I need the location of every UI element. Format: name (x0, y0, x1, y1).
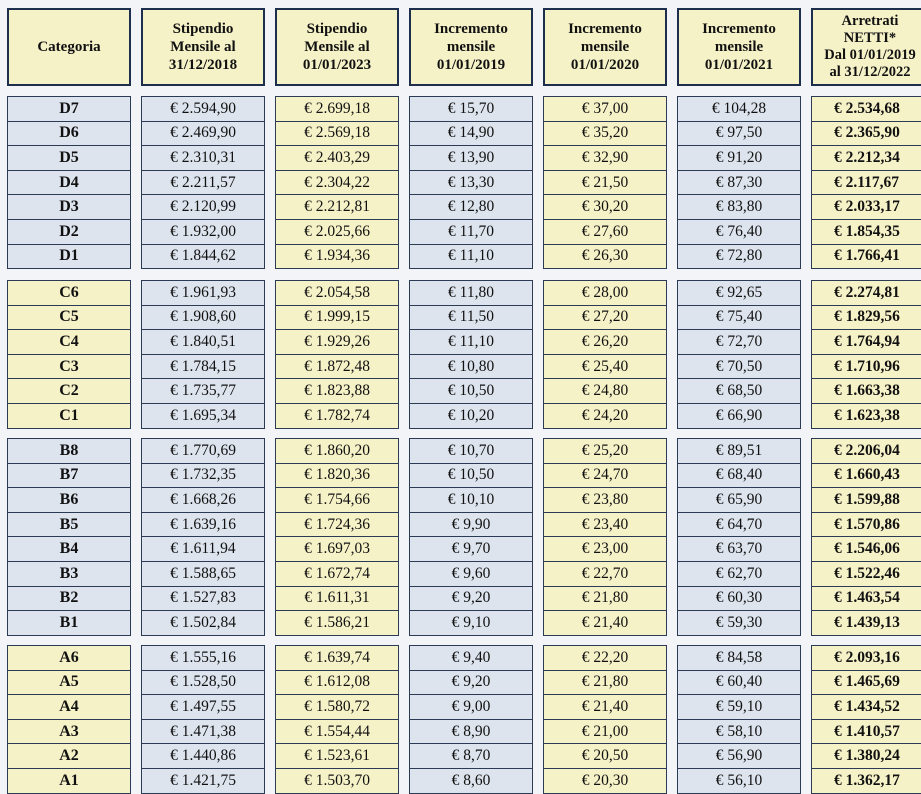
cell-incremento-2021: € 92,65 (677, 280, 801, 306)
cell-stipendio-2023: € 1.611,31 (275, 586, 399, 612)
cell-stipendio-2018: € 1.961,93 (141, 280, 265, 306)
cell-arretrati-netti: € 1.623,38 (811, 403, 921, 429)
cell-incremento-2020: € 25,20 (543, 438, 667, 464)
cell-categoria: C5 (7, 305, 131, 331)
cell-arretrati-netti: € 1.463,54 (811, 586, 921, 612)
cell-incremento-2019: € 8,60 (409, 768, 533, 794)
cell-stipendio-2023: € 1.999,15 (275, 305, 399, 331)
cell-arretrati-netti: € 2.093,16 (811, 645, 921, 671)
cell-stipendio-2023: € 1.554,44 (275, 719, 399, 745)
cell-arretrati-netti: € 1.663,38 (811, 378, 921, 404)
cell-stipendio-2018: € 1.528,50 (141, 670, 265, 696)
cell-incremento-2019: € 13,30 (409, 170, 533, 196)
cell-incremento-2021: € 59,30 (677, 610, 801, 636)
cell-incremento-2020: € 24,70 (543, 463, 667, 489)
cell-incremento-2021: € 84,58 (677, 645, 801, 671)
cell-incremento-2020: € 22,70 (543, 561, 667, 587)
cell-incremento-2019: € 9,00 (409, 694, 533, 720)
cell-categoria: D1 (7, 244, 131, 270)
cell-incremento-2021: € 56,10 (677, 768, 801, 794)
cell-incremento-2019: € 15,70 (409, 96, 533, 122)
cell-incremento-2019: € 11,50 (409, 305, 533, 331)
cell-categoria: C4 (7, 329, 131, 355)
cell-stipendio-2018: € 1.735,77 (141, 378, 265, 404)
cell-stipendio-2023: € 1.820,36 (275, 463, 399, 489)
cell-incremento-2020: € 21,50 (543, 170, 667, 196)
cell-incremento-2020: € 21,80 (543, 670, 667, 696)
cell-incremento-2020: € 25,40 (543, 354, 667, 380)
cell-incremento-2020: € 26,20 (543, 329, 667, 355)
cell-categoria: B5 (7, 512, 131, 538)
cell-arretrati-netti: € 1.660,43 (811, 463, 921, 489)
cell-incremento-2021: € 83,80 (677, 194, 801, 220)
cell-arretrati-netti: € 1.465,69 (811, 670, 921, 696)
cell-categoria: B3 (7, 561, 131, 587)
cell-incremento-2021: € 60,40 (677, 670, 801, 696)
cell-arretrati-netti: € 1.829,56 (811, 305, 921, 331)
cell-incremento-2019: € 9,90 (409, 512, 533, 538)
cell-categoria: B8 (7, 438, 131, 464)
cell-stipendio-2018: € 1.497,55 (141, 694, 265, 720)
cell-incremento-2019: € 9,20 (409, 586, 533, 612)
cell-stipendio-2018: € 2.211,57 (141, 170, 265, 196)
cell-incremento-2019: € 10,80 (409, 354, 533, 380)
cell-incremento-2019: € 11,10 (409, 329, 533, 355)
cell-stipendio-2023: € 1.523,61 (275, 743, 399, 769)
cell-stipendio-2023: € 1.612,08 (275, 670, 399, 696)
cell-stipendio-2018: € 2.120,99 (141, 194, 265, 220)
cell-categoria: D4 (7, 170, 131, 196)
cell-incremento-2019: € 9,20 (409, 670, 533, 696)
cell-incremento-2019: € 10,50 (409, 463, 533, 489)
cell-arretrati-netti: € 1.439,13 (811, 610, 921, 636)
cell-stipendio-2023: € 2.025,66 (275, 219, 399, 245)
cell-categoria: C2 (7, 378, 131, 404)
cell-arretrati-netti: € 1.599,88 (811, 487, 921, 513)
cell-incremento-2021: € 60,30 (677, 586, 801, 612)
cell-arretrati-netti: € 1.362,17 (811, 768, 921, 794)
cell-incremento-2021: € 66,90 (677, 403, 801, 429)
cell-arretrati-netti: € 2.212,34 (811, 145, 921, 171)
cell-incremento-2020: € 21,40 (543, 694, 667, 720)
cell-stipendio-2023: € 2.054,58 (275, 280, 399, 306)
cell-stipendio-2023: € 1.823,88 (275, 378, 399, 404)
cell-arretrati-netti: € 1.546,06 (811, 536, 921, 562)
cell-incremento-2021: € 65,90 (677, 487, 801, 513)
cell-stipendio-2023: € 1.697,03 (275, 536, 399, 562)
cell-stipendio-2023: € 1.503,70 (275, 768, 399, 794)
header-incremento-2021: Incremento mensile 01/01/2021 (677, 8, 801, 86)
cell-categoria: A5 (7, 670, 131, 696)
cell-incremento-2019: € 9,10 (409, 610, 533, 636)
cell-stipendio-2023: € 1.934,36 (275, 244, 399, 270)
cell-incremento-2021: € 64,70 (677, 512, 801, 538)
cell-incremento-2019: € 8,70 (409, 743, 533, 769)
cell-incremento-2019: € 9,40 (409, 645, 533, 671)
cell-incremento-2020: € 21,00 (543, 719, 667, 745)
cell-incremento-2021: € 104,28 (677, 96, 801, 122)
cell-stipendio-2018: € 1.908,60 (141, 305, 265, 331)
cell-categoria: C3 (7, 354, 131, 380)
cell-categoria: D7 (7, 96, 131, 122)
cell-stipendio-2023: € 1.929,26 (275, 329, 399, 355)
cell-categoria: A3 (7, 719, 131, 745)
cell-arretrati-netti: € 2.206,04 (811, 438, 921, 464)
cell-stipendio-2018: € 1.770,69 (141, 438, 265, 464)
cell-incremento-2020: € 23,00 (543, 536, 667, 562)
cell-arretrati-netti: € 1.854,35 (811, 219, 921, 245)
cell-stipendio-2018: € 1.932,00 (141, 219, 265, 245)
cell-categoria: B1 (7, 610, 131, 636)
cell-incremento-2020: € 21,80 (543, 586, 667, 612)
cell-incremento-2021: € 68,40 (677, 463, 801, 489)
cell-incremento-2020: € 24,20 (543, 403, 667, 429)
cell-stipendio-2018: € 1.588,65 (141, 561, 265, 587)
cell-stipendio-2018: € 1.421,75 (141, 768, 265, 794)
cell-categoria: C6 (7, 280, 131, 306)
cell-incremento-2020: € 30,20 (543, 194, 667, 220)
cell-categoria: B7 (7, 463, 131, 489)
header-incremento-2019: Incremento mensile 01/01/2019 (409, 8, 533, 86)
cell-incremento-2021: € 59,10 (677, 694, 801, 720)
header-stipendio-2018: Stipendio Mensile al 31/12/2018 (141, 8, 265, 86)
cell-arretrati-netti: € 1.434,52 (811, 694, 921, 720)
cell-incremento-2019: € 13,90 (409, 145, 533, 171)
cell-stipendio-2023: € 1.754,66 (275, 487, 399, 513)
cell-incremento-2021: € 91,20 (677, 145, 801, 171)
cell-incremento-2020: € 20,50 (543, 743, 667, 769)
cell-incremento-2019: € 10,70 (409, 438, 533, 464)
cell-incremento-2021: € 72,70 (677, 329, 801, 355)
cell-stipendio-2018: € 1.611,94 (141, 536, 265, 562)
cell-categoria: A6 (7, 645, 131, 671)
cell-incremento-2021: € 76,40 (677, 219, 801, 245)
cell-categoria: D5 (7, 145, 131, 171)
cell-arretrati-netti: € 2.534,68 (811, 96, 921, 122)
cell-arretrati-netti: € 1.764,94 (811, 329, 921, 355)
cell-stipendio-2023: € 2.699,18 (275, 96, 399, 122)
cell-categoria: C1 (7, 403, 131, 429)
cell-incremento-2021: € 97,50 (677, 121, 801, 147)
cell-incremento-2020: € 27,60 (543, 219, 667, 245)
cell-incremento-2021: € 72,80 (677, 244, 801, 270)
cell-stipendio-2023: € 1.639,74 (275, 645, 399, 671)
cell-arretrati-netti: € 1.522,46 (811, 561, 921, 587)
cell-stipendio-2023: € 1.580,72 (275, 694, 399, 720)
cell-incremento-2020: € 23,80 (543, 487, 667, 513)
cell-incremento-2020: € 37,00 (543, 96, 667, 122)
cell-stipendio-2018: € 2.310,31 (141, 145, 265, 171)
cell-arretrati-netti: € 2.117,67 (811, 170, 921, 196)
cell-incremento-2021: € 63,70 (677, 536, 801, 562)
cell-incremento-2019: € 8,90 (409, 719, 533, 745)
cell-incremento-2020: € 26,30 (543, 244, 667, 270)
cell-incremento-2021: € 62,70 (677, 561, 801, 587)
cell-stipendio-2023: € 1.586,21 (275, 610, 399, 636)
cell-arretrati-netti: € 1.710,96 (811, 354, 921, 380)
cell-arretrati-netti: € 1.570,86 (811, 512, 921, 538)
cell-incremento-2021: € 75,40 (677, 305, 801, 331)
cell-stipendio-2018: € 1.732,35 (141, 463, 265, 489)
cell-incremento-2019: € 10,50 (409, 378, 533, 404)
cell-stipendio-2018: € 1.440,86 (141, 743, 265, 769)
cell-categoria: B6 (7, 487, 131, 513)
cell-stipendio-2018: € 1.840,51 (141, 329, 265, 355)
header-incremento-2020: Incremento mensile 01/01/2020 (543, 8, 667, 86)
cell-incremento-2020: € 21,40 (543, 610, 667, 636)
cell-stipendio-2018: € 1.639,16 (141, 512, 265, 538)
cell-stipendio-2023: € 2.212,81 (275, 194, 399, 220)
cell-incremento-2021: € 68,50 (677, 378, 801, 404)
cell-incremento-2019: € 9,70 (409, 536, 533, 562)
cell-categoria: D3 (7, 194, 131, 220)
cell-categoria: D2 (7, 219, 131, 245)
cell-stipendio-2018: € 1.695,34 (141, 403, 265, 429)
cell-incremento-2019: € 12,80 (409, 194, 533, 220)
cell-incremento-2021: € 87,30 (677, 170, 801, 196)
cell-stipendio-2023: € 1.860,20 (275, 438, 399, 464)
cell-incremento-2019: € 11,80 (409, 280, 533, 306)
cell-categoria: A2 (7, 743, 131, 769)
cell-stipendio-2023: € 2.569,18 (275, 121, 399, 147)
cell-stipendio-2018: € 1.784,15 (141, 354, 265, 380)
cell-stipendio-2018: € 1.844,62 (141, 244, 265, 270)
cell-stipendio-2023: € 1.872,48 (275, 354, 399, 380)
cell-incremento-2020: € 28,00 (543, 280, 667, 306)
cell-arretrati-netti: € 1.410,57 (811, 719, 921, 745)
cell-categoria: B4 (7, 536, 131, 562)
cell-stipendio-2023: € 1.672,74 (275, 561, 399, 587)
cell-incremento-2019: € 10,20 (409, 403, 533, 429)
cell-incremento-2021: € 89,51 (677, 438, 801, 464)
cell-incremento-2020: € 35,20 (543, 121, 667, 147)
cell-stipendio-2023: € 1.724,36 (275, 512, 399, 538)
cell-stipendio-2023: € 1.782,74 (275, 403, 399, 429)
cell-arretrati-netti: € 2.033,17 (811, 194, 921, 220)
cell-stipendio-2018: € 2.594,90 (141, 96, 265, 122)
cell-categoria: B2 (7, 586, 131, 612)
cell-arretrati-netti: € 2.274,81 (811, 280, 921, 306)
cell-incremento-2019: € 11,10 (409, 244, 533, 270)
cell-incremento-2021: € 58,10 (677, 719, 801, 745)
cell-categoria: A4 (7, 694, 131, 720)
cell-incremento-2019: € 10,10 (409, 487, 533, 513)
cell-stipendio-2018: € 1.555,16 (141, 645, 265, 671)
cell-incremento-2019: € 14,90 (409, 121, 533, 147)
cell-stipendio-2018: € 1.471,38 (141, 719, 265, 745)
cell-incremento-2020: € 20,30 (543, 768, 667, 794)
cell-stipendio-2018: € 2.469,90 (141, 121, 265, 147)
cell-incremento-2019: € 11,70 (409, 219, 533, 245)
header-arretrati-netti: Arretrati NETTI* Dal 01/01/2019 al 31/12/2022 (811, 8, 921, 86)
cell-incremento-2021: € 56,90 (677, 743, 801, 769)
cell-categoria: D6 (7, 121, 131, 147)
cell-arretrati-netti: € 1.380,24 (811, 743, 921, 769)
cell-incremento-2020: € 32,90 (543, 145, 667, 171)
cell-incremento-2020: € 24,80 (543, 378, 667, 404)
header-categoria: Categoria (7, 8, 131, 86)
cell-stipendio-2018: € 1.502,84 (141, 610, 265, 636)
cell-arretrati-netti: € 2.365,90 (811, 121, 921, 147)
cell-incremento-2020: € 23,40 (543, 512, 667, 538)
cell-incremento-2020: € 22,20 (543, 645, 667, 671)
cell-incremento-2021: € 70,50 (677, 354, 801, 380)
cell-stipendio-2018: € 1.668,26 (141, 487, 265, 513)
cell-incremento-2020: € 27,20 (543, 305, 667, 331)
cell-stipendio-2018: € 1.527,83 (141, 586, 265, 612)
cell-stipendio-2023: € 2.403,29 (275, 145, 399, 171)
header-stipendio-2023: Stipendio Mensile al 01/01/2023 (275, 8, 399, 86)
cell-categoria: A1 (7, 768, 131, 794)
cell-stipendio-2023: € 2.304,22 (275, 170, 399, 196)
cell-arretrati-netti: € 1.766,41 (811, 244, 921, 270)
cell-incremento-2019: € 9,60 (409, 561, 533, 587)
